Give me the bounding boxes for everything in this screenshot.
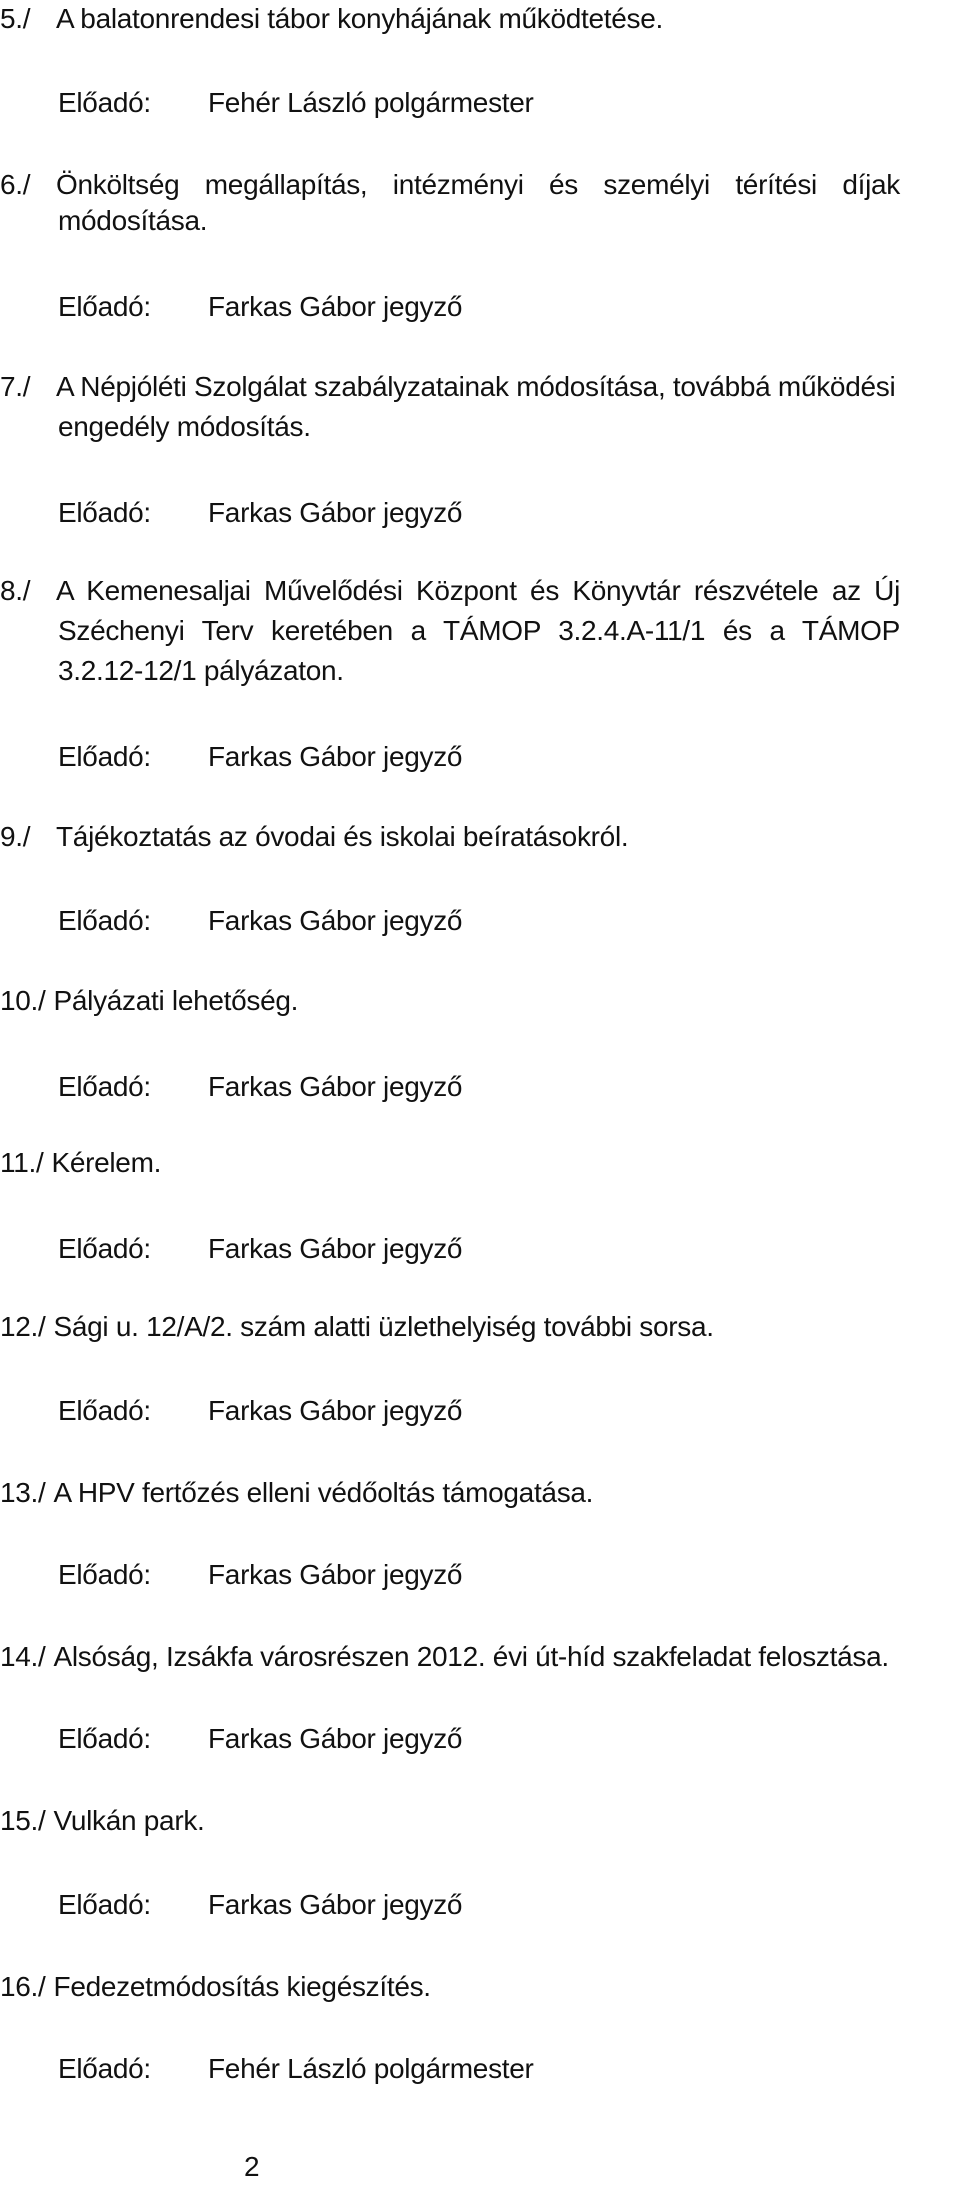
item-title-line-1 bbox=[56, 574, 900, 608]
item-title-line-2: módosítása. bbox=[58, 205, 208, 236]
item-number: 7./ bbox=[0, 371, 31, 402]
presenter-label: Előadó: bbox=[58, 741, 151, 772]
presenter-label: Előadó: bbox=[58, 1559, 151, 1590]
agenda-item-16 bbox=[0, 1970, 431, 2004]
agenda-item-14 bbox=[0, 1640, 889, 1674]
presenter-label: Előadó: bbox=[58, 1233, 151, 1264]
item-number: 8./ bbox=[0, 575, 31, 606]
presenter-row bbox=[58, 1888, 462, 1922]
presenter-name: Farkas Gábor jegyző bbox=[208, 1071, 463, 1102]
presenter-row bbox=[58, 904, 462, 938]
item-title: Kérelem. bbox=[51, 1147, 162, 1178]
presenter-row bbox=[58, 496, 462, 530]
item-title: Sági u. 12/A/2. szám alatti üzlethelyiség további sorsa. bbox=[53, 1311, 714, 1342]
item-number: 9./ bbox=[0, 821, 31, 852]
presenter-name: Farkas Gábor jegyző bbox=[208, 1723, 463, 1754]
presenter-name: Farkas Gábor jegyző bbox=[208, 741, 463, 772]
item-title: A balatonrendesi tábor konyhájának működtetése. bbox=[56, 3, 663, 34]
agenda-item-9 bbox=[0, 820, 628, 854]
item-number: 16./ bbox=[0, 1971, 46, 2002]
item-number: 13./ bbox=[0, 1477, 46, 1508]
agenda-item-13 bbox=[0, 1476, 593, 1510]
presenter-name: Farkas Gábor jegyző bbox=[208, 291, 463, 322]
presenter-label: Előadó: bbox=[58, 87, 151, 118]
presenter-row bbox=[58, 86, 534, 120]
presenter-label: Előadó: bbox=[58, 905, 151, 936]
item-title-text: A Kemenesaljai Művelődési Központ és Könyvtár részvétele az Új bbox=[56, 575, 900, 606]
item-title: A HPV fertőzés elleni védőoltás támogatása. bbox=[53, 1477, 594, 1508]
presenter-name: Farkas Gábor jegyző bbox=[208, 1889, 463, 1920]
presenter-label: Előadó: bbox=[58, 497, 151, 528]
agenda-item-11 bbox=[0, 1146, 161, 1180]
agenda-item-8 bbox=[0, 574, 900, 608]
presenter-row bbox=[58, 1232, 462, 1266]
presenter-label: Előadó: bbox=[58, 1889, 151, 1920]
item-title-line-2: Széchenyi Terv keretében a TÁMOP 3.2.4.A-11/1 és a TÁMOP bbox=[58, 615, 900, 646]
agenda-item-15 bbox=[0, 1804, 205, 1838]
presenter-row bbox=[58, 1394, 462, 1428]
item-title: Alsóság, Izsákfa városrészen 2012. évi út-híd szakfeladat felosztása. bbox=[53, 1641, 889, 1672]
presenter-name: Farkas Gábor jegyző bbox=[208, 1233, 463, 1264]
presenter-name: Farkas Gábor jegyző bbox=[208, 497, 463, 528]
presenter-row bbox=[58, 1722, 462, 1756]
item-title-line-2: engedély módosítás. bbox=[58, 411, 311, 442]
presenter-row bbox=[58, 1070, 462, 1104]
item-title-line-1 bbox=[56, 168, 900, 202]
presenter-label: Előadó: bbox=[58, 2053, 151, 2084]
item-number: 11./ bbox=[0, 1147, 44, 1178]
item-number: 10./ bbox=[0, 985, 46, 1016]
agenda-item-5 bbox=[0, 2, 663, 36]
presenter-name: Farkas Gábor jegyző bbox=[208, 1395, 463, 1426]
presenter-row bbox=[58, 290, 462, 324]
item-number: 15./ bbox=[0, 1805, 46, 1836]
presenter-label: Előadó: bbox=[58, 1395, 151, 1426]
page-number: 2 bbox=[244, 2151, 260, 2182]
item-title-text: Önköltség megállapítás, intézményi és személyi térítési díjak bbox=[56, 169, 900, 200]
agenda-item-10 bbox=[0, 984, 298, 1018]
item-number: 14./ bbox=[0, 1641, 46, 1672]
presenter-label: Előadó: bbox=[58, 291, 151, 322]
agenda-item-6 bbox=[0, 168, 900, 202]
item-title-line-3: 3.2.12-12/1 pályázaton. bbox=[58, 655, 344, 686]
agenda-item-7 bbox=[0, 370, 895, 404]
presenter-name: Farkas Gábor jegyző bbox=[208, 905, 463, 936]
presenter-row bbox=[58, 2052, 534, 2086]
item-number: 5./ bbox=[0, 3, 31, 34]
agenda-item-12 bbox=[0, 1310, 714, 1344]
item-title: Fedezetmódosítás kiegészítés. bbox=[53, 1971, 431, 2002]
item-number: 6./ bbox=[0, 169, 31, 200]
presenter-row bbox=[58, 740, 462, 774]
presenter-name: Fehér László polgármester bbox=[208, 2053, 534, 2084]
presenter-name: Fehér László polgármester bbox=[208, 87, 534, 118]
item-title: A Népjóléti Szolgálat szabályzatainak módosítása, továbbá működési bbox=[56, 371, 896, 402]
item-title: Tájékoztatás az óvodai és iskolai beíratásokról. bbox=[56, 821, 629, 852]
item-number: 12./ bbox=[0, 1311, 46, 1342]
presenter-row bbox=[58, 1558, 462, 1592]
presenter-label: Előadó: bbox=[58, 1723, 151, 1754]
presenter-name: Farkas Gábor jegyző bbox=[208, 1559, 463, 1590]
item-title: Vulkán park. bbox=[53, 1805, 205, 1836]
presenter-label: Előadó: bbox=[58, 1071, 151, 1102]
item-title: Pályázati lehetőség. bbox=[53, 985, 299, 1016]
